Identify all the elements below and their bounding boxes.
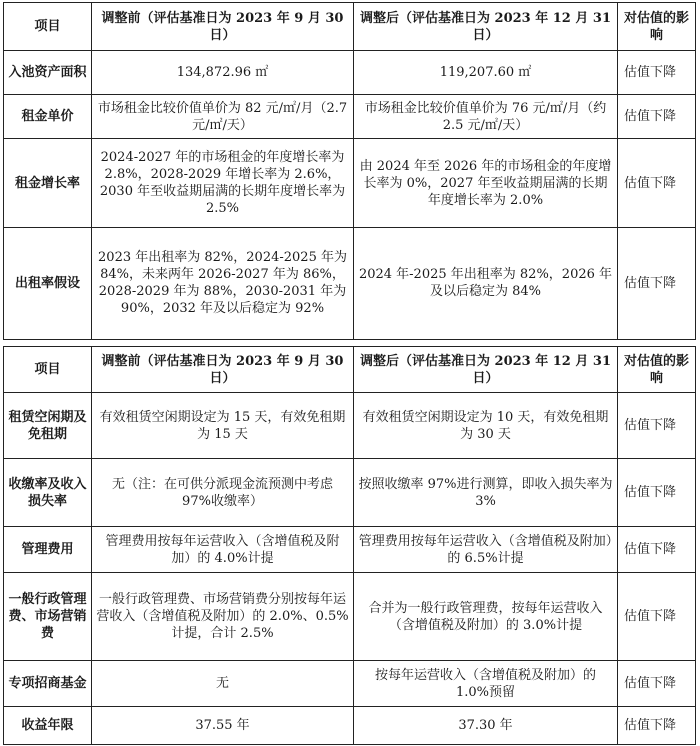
row-effect: 估值下降 [618, 95, 696, 139]
table-row [4, 573, 696, 661]
row-effect: 估值下降 [618, 459, 696, 527]
table-row [4, 227, 696, 339]
table-row [4, 139, 696, 227]
header-before: 调整前（评估基准日为 2023 年 9 月 30 日） [92, 3, 354, 51]
row-after: 按每年运营收入（含增值税及附加）的 1.0%预留 [354, 661, 618, 707]
row-item: 租金单价 [4, 95, 92, 139]
row-item: 租金增长率 [4, 139, 92, 227]
table-header-row [4, 3, 696, 51]
row-after: 119,207.60 ㎡ [354, 51, 618, 95]
row-item: 一般行政管理费、市场营销费 [4, 573, 92, 661]
row-effect: 估值下降 [618, 139, 696, 227]
table-row [4, 95, 696, 139]
row-before: 一般行政管理费、市场营销费分别按每年运营收入（含增值税及附加）的 2.0%、0.5%计提，合计 2.5% [92, 573, 354, 661]
row-after: 合并为一般行政管理费，按每年运营收入（含增值税及附加）的 3.0%计提 [354, 573, 618, 661]
row-effect: 估值下降 [618, 573, 696, 661]
row-effect: 估值下降 [618, 51, 696, 95]
row-effect: 估值下降 [618, 527, 696, 573]
table-row [4, 707, 696, 745]
row-before: 134,872.96 ㎡ [92, 51, 354, 95]
table-row [4, 661, 696, 707]
table-row [4, 393, 696, 459]
header-item: 项目 [4, 3, 92, 51]
table-header-row [4, 347, 696, 393]
row-after: 37.30 年 [354, 707, 618, 745]
row-before: 2023 年出租率为 82%，2024-2025 年为 84%，未来两年 2026-2027 年为 86%，2028-2029 年为 88%，2030-2031 年为 90%，2032 年及以后稳定为 92% [92, 227, 354, 339]
table-row [4, 51, 696, 95]
row-effect: 估值下降 [618, 393, 696, 459]
table-row [4, 459, 696, 527]
header-before: 调整前（评估基准日为 2023 年 9 月 30 日） [92, 347, 354, 393]
row-after: 按照收缴率 97%进行测算，即收入损失率为 3% [354, 459, 618, 527]
row-item: 出租率假设 [4, 227, 92, 339]
row-before: 管理费用按每年运营收入（含增值税及附加）的 4.0%计提 [92, 527, 354, 573]
row-after: 市场租金比较价值单价为 76 元/㎡/月（约 2.5 元/㎡/天） [354, 95, 618, 139]
row-item: 收益年限 [4, 707, 92, 745]
row-after: 2024 年-2025 年出租率为 82%，2026 年及以后稳定为 84% [354, 227, 618, 339]
row-before: 无 [92, 661, 354, 707]
row-item: 租赁空闲期及免租期 [4, 393, 92, 459]
row-before: 2024-2027 年的市场租金的年度增长率为 2.8%，2028-2029 年增长率为 2.6%，2030 年至收益期届满的长期年度增长率为 2.5% [92, 139, 354, 227]
header-after: 调整后（评估基准日为 2023 年 12 月 31 日） [354, 347, 618, 393]
row-after: 管理费用按每年运营收入（含增值税及附加）的 6.5%计提 [354, 527, 618, 573]
row-before: 市场租金比较价值单价为 82 元/㎡/月（2.7 元/㎡/天） [92, 95, 354, 139]
valuation-adjustment-table-1 [3, 2, 696, 340]
row-before: 37.55 年 [92, 707, 354, 745]
row-effect: 估值下降 [618, 227, 696, 339]
row-effect: 估值下降 [618, 661, 696, 707]
row-item: 管理费用 [4, 527, 92, 573]
row-item: 入池资产面积 [4, 51, 92, 95]
header-effect: 对估值的影响 [618, 347, 696, 393]
row-after: 由 2024 年至 2026 年的市场租金的年度增长率为 0%，2027 年至收益期届满的长期年度增长率为 2.0% [354, 139, 618, 227]
row-item: 收缴率及收入损失率 [4, 459, 92, 527]
row-effect: 估值下降 [618, 707, 696, 745]
header-item: 项目 [4, 347, 92, 393]
table-row [4, 527, 696, 573]
row-before: 无（注：在可供分派现金流预测中考虑 97%收缴率） [92, 459, 354, 527]
row-after: 有效租赁空闲期设定为 10 天，有效免租期为 30 天 [354, 393, 618, 459]
valuation-adjustment-table-2 [3, 346, 696, 745]
header-effect: 对估值的影响 [618, 3, 696, 51]
row-before: 有效租赁空闲期设定为 15 天，有效免租期为 15 天 [92, 393, 354, 459]
header-after: 调整后（评估基准日为 2023 年 12 月 31 日） [354, 3, 618, 51]
row-item: 专项招商基金 [4, 661, 92, 707]
